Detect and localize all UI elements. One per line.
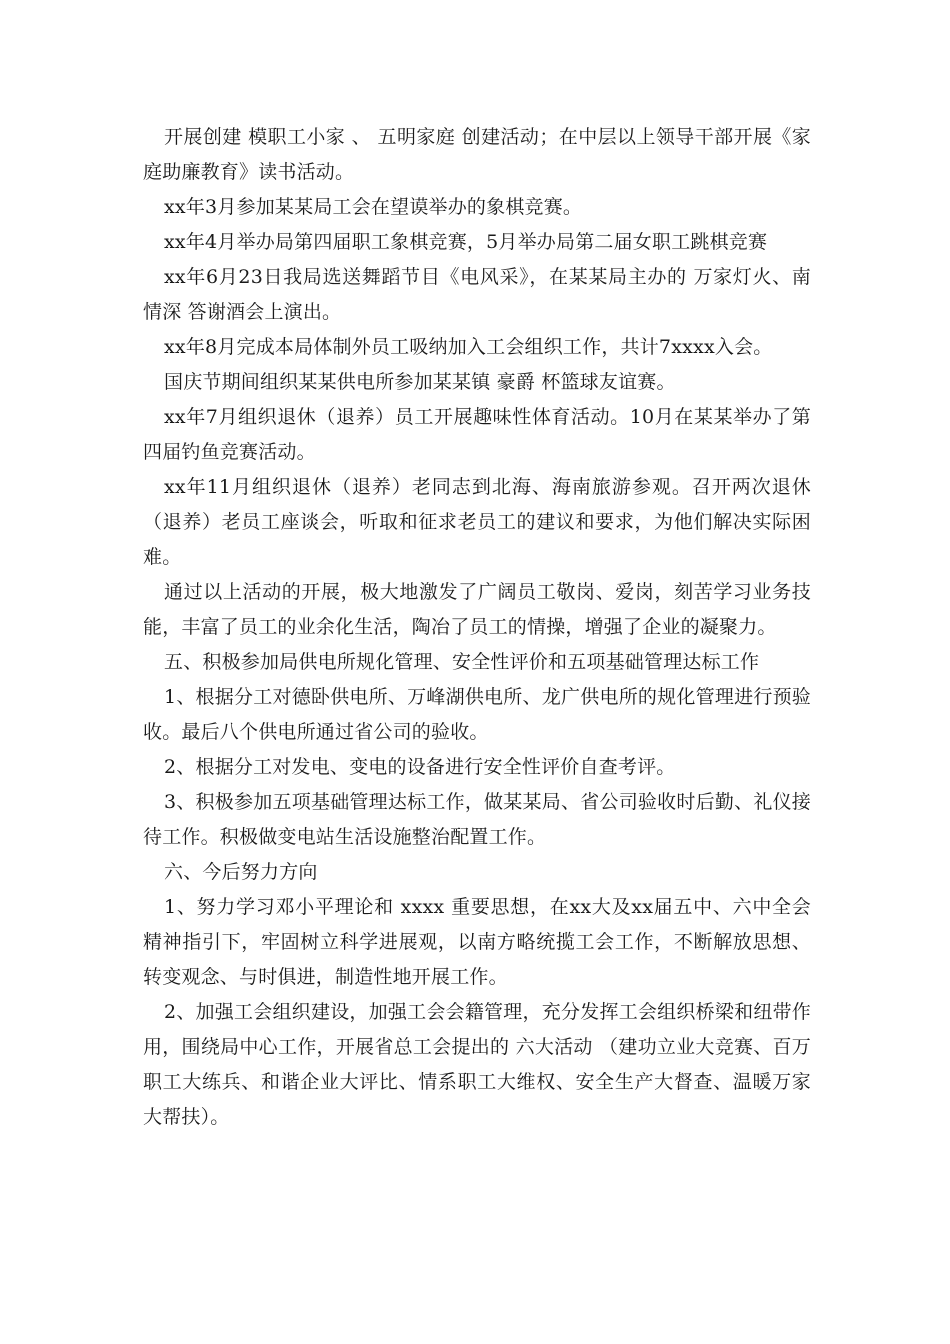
paragraph-basketball-national-day: 国庆节期间组织某某供电所参加某某镇 豪爵 杯篮球友谊赛。 (164, 371, 676, 393)
section-heading-five: 五、积极参加局供电所规化管理、安全性评价和五项基础管理达标工作 (164, 651, 760, 673)
paragraph-dance-june: xx年6月23日我局选送舞蹈节目《电风采》，在某某局主办的 万家灯火、南情深 答谢酒会上演出。 (143, 266, 811, 323)
paragraph-activities-summary: 通过以上活动的开展，极大地激发了广阔员工敬岗、爱岗，刻苦学习业务技能，丰富了员工的业余化生活，陶冶了员工的情操，增强了企业的凝聚力。 (143, 581, 811, 638)
paragraph-chess-april-may: xx年4月举办局第四届职工象棋竞赛，5月举办局第二届女职工跳棋竞赛 (164, 231, 768, 253)
paragraph-retiree-tour-november: xx年11月组织退休（退养）老同志到北海、海南旅游参观。召开两次退休（退养）老员工座谈会，听取和征求老员工的建议和要求，为他们解决实际困难。 (143, 476, 811, 568)
section-heading-six: 六、今后努力方向 (164, 861, 318, 883)
paragraph-union-home-campaign: 开展创建 模职工小家 、 五明家庭 创建活动；在中层以上领导干部开展《家庭助廉教育》读书活动。 (143, 126, 811, 183)
paragraph-item-3-standard-work: 3、积极参加五项基础管理达标工作，做某某局、省公司验收时后勤、礼仪接待工作。积极做变电站生活设施整治配置工作。 (143, 791, 811, 848)
document-body (143, 120, 811, 1135)
paragraph-future-item-2: 2、加强工会组织建设，加强工会会籍管理，充分发挥工会组织桥梁和纽带作用，围绕局中心工作，开展省总工会提出的 六大活动 （建功立业大竞赛、百万职工大练兵、和谐企业大评比、情系职工大维权、安全生产大督查、温暖万家大帮扶）。 (143, 1001, 811, 1128)
paragraph-item-1-acceptance: 1、根据分工对德卧供电所、万峰湖供电所、龙广供电所的规化管理进行预验收。最后八个供电所通过省公司的验收。 (143, 686, 811, 743)
paragraph-item-2-safety-evaluation: 2、根据分工对发电、变电的设备进行安全性评价自查考评。 (164, 756, 676, 778)
paragraph-retiree-sports-july: xx年7月组织退休（退养）员工开展趣味性体育活动。10月在某某举办了第四届钓鱼竞赛活动。 (143, 406, 811, 463)
paragraph-chess-march: xx年3月参加某某局工会在望谟举办的象棋竞赛。 (164, 196, 583, 218)
paragraph-union-membership-august: xx年8月完成本局体制外员工吸纳加入工会组织工作，共计7xxxx入会。 (164, 336, 773, 358)
paragraph-future-item-1: 1、努力学习邓小平理论和 xxxx 重要思想，在xx大及xx届五中、六中全会精神指引下，牢固树立科学进展观，以南方略统揽工会工作，不断解放思想、转变观念、与时俱进，制造性地开展工作。 (143, 896, 811, 988)
